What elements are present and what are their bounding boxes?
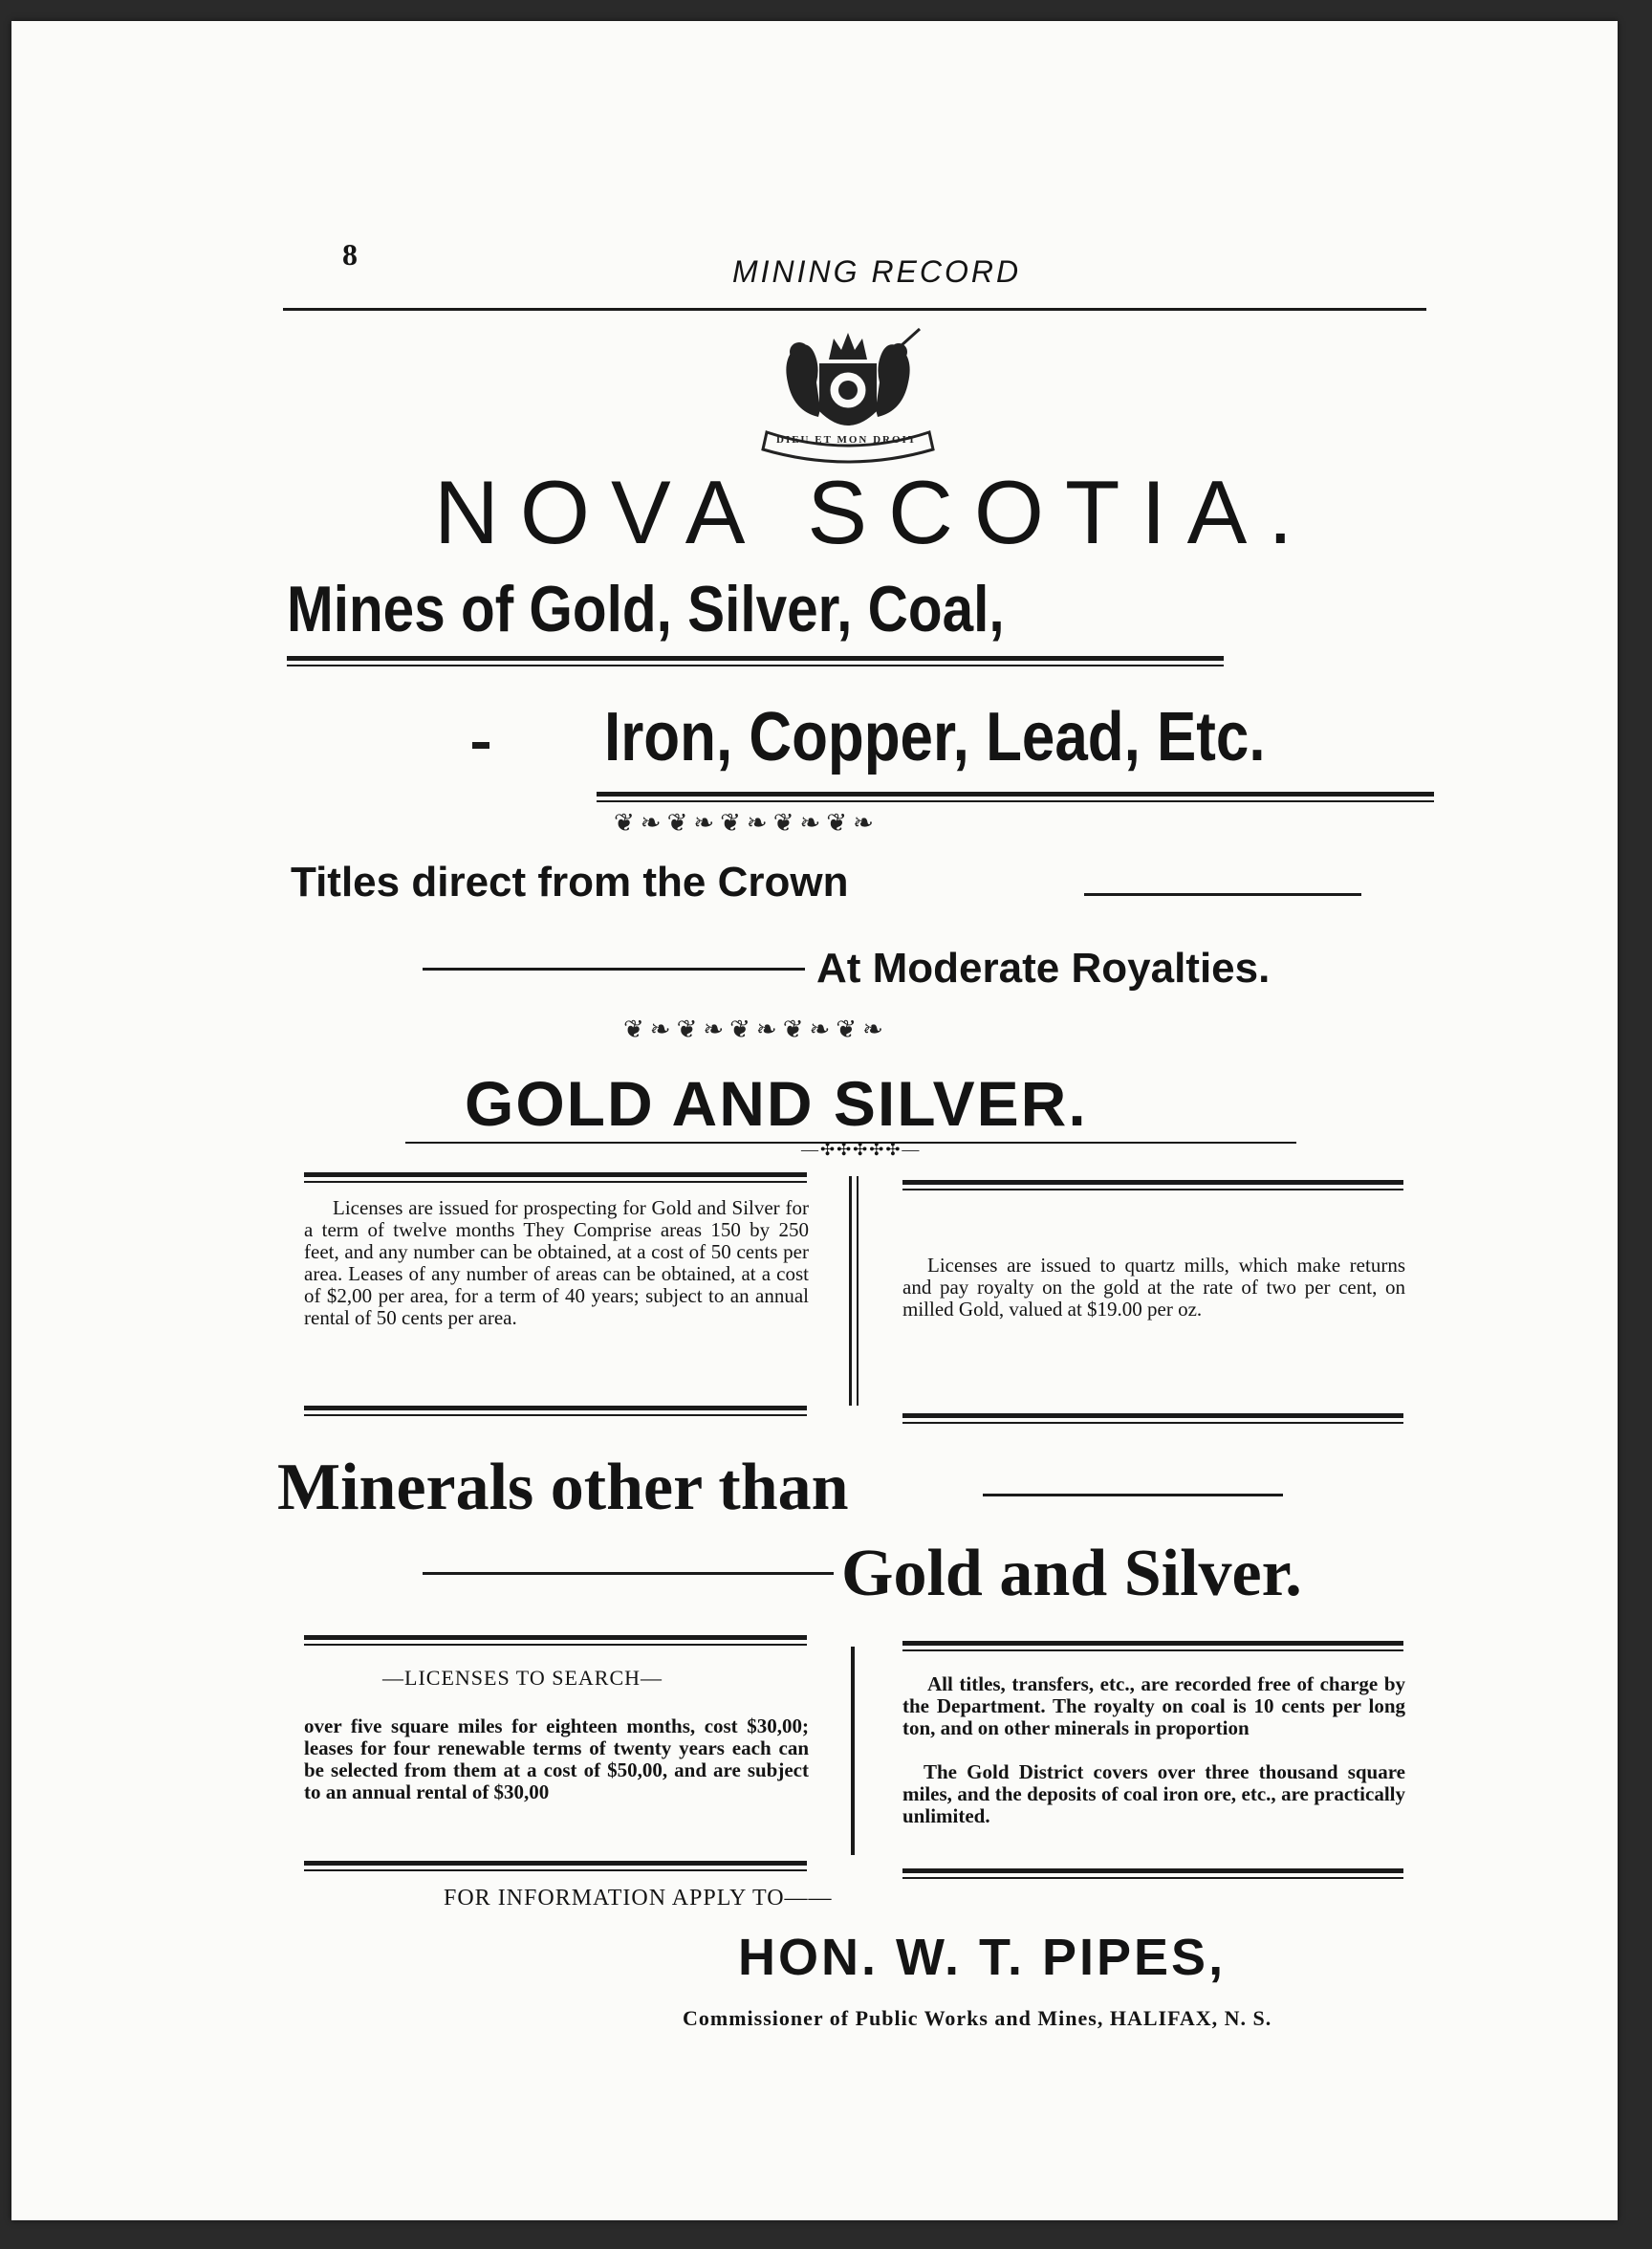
dash-mark <box>472 742 489 749</box>
crest-motto: DIEU ET MON DROIT <box>776 434 918 446</box>
titles-line-1: Titles direct from the Crown <box>291 859 849 906</box>
minerals-heading-1: Minerals other than <box>277 1451 849 1524</box>
titles-line-1-rule <box>1084 893 1361 896</box>
document-page <box>11 21 1618 2220</box>
small-ornament-icon: —✣✣✣✣✣— <box>801 1140 922 1159</box>
minerals-right-paragraph-1: All titles, transfers, etc., are recorded free of charge by the Department. The royalty on coal is 10 cents per long ton, and on other minerals in proportion <box>902 1672 1405 1739</box>
running-title: MINING RECORD <box>732 254 1022 289</box>
page-number: 8 <box>342 237 358 272</box>
minerals-heading-1-rule <box>983 1494 1283 1496</box>
gold-right-bottom-rule <box>902 1413 1403 1424</box>
footer-apply: FOR INFORMATION APPLY TO—— <box>444 1886 833 1911</box>
footer-name: HON. W. T. PIPES, <box>738 1929 1227 1986</box>
headline-subtitle-2: Iron, Copper, Lead, Etc. <box>604 699 1266 775</box>
minerals-heading-2: Gold and Silver. <box>841 1537 1302 1610</box>
footer-office: Commissioner of Public Works and Mines, HALIFAX, N. S. <box>683 2006 1272 2030</box>
ornament-divider-icon-2: ❦❧❦❧❦❧❦❧❦❧ <box>623 1015 889 1043</box>
gold-right-paragraph: Licenses are issued to quartz mills, which make returns and pay royalty on the gold at the rate of two per cent, on milled Gold, valued at $19.00 per oz. <box>902 1254 1405 1321</box>
subtitle-2-underline <box>597 792 1434 802</box>
minerals-right-paragraph-2: The Gold District covers over three thousand square miles, and the deposits of coal iron ore, etc., are practically unlimited. <box>902 1760 1405 1827</box>
gold-left-top-rule <box>304 1172 807 1183</box>
gold-column-divider <box>849 1176 852 1406</box>
minerals-right-bottom-rule <box>902 1868 1403 1879</box>
ornament-divider-icon: ❦❧❦❧❦❧❦❧❦❧ <box>614 809 880 837</box>
minerals-left-heading: —LICENSES TO SEARCH— <box>382 1666 663 1690</box>
headline-title: NOVA SCOTIA. <box>434 462 1315 562</box>
gold-left-bottom-rule <box>304 1406 807 1416</box>
subtitle-1-underline <box>287 656 1224 666</box>
minerals-left-top-rule <box>304 1635 807 1646</box>
minerals-left-paragraph: over five square miles for eighteen months, cost $30,00; leases for four renewable terms of twenty years each can be selected from them at a cost of $50,00, and are subject to an annual rental of $30,00 <box>304 1714 809 1803</box>
gold-left-paragraph: Licenses are issued for prospecting for Gold and Silver for a term of twelve months They Comprise areas 150 by 250 feet, and any number can be obtained, at a cost of 50 cents per area. Leases of any number of areas can be obtained, at a cost of $2,00 per area, for a term of 40 years; subject to an annual rental of 50 cents per area. <box>304 1196 809 1329</box>
titles-line-2: At Moderate Royalties. <box>816 945 1271 992</box>
minerals-left-bottom-rule <box>304 1861 807 1871</box>
gold-silver-heading: GOLD AND SILVER. <box>465 1068 1088 1139</box>
gold-column-divider-2 <box>857 1176 859 1406</box>
titles-line-2-rule <box>423 968 805 971</box>
minerals-column-divider <box>851 1647 855 1855</box>
minerals-right-top-rule <box>902 1641 1403 1651</box>
minerals-heading-2-rule <box>423 1572 834 1575</box>
gold-right-top-rule <box>902 1180 1403 1190</box>
headline-subtitle-1: Mines of Gold, Silver, Coal, <box>287 573 1005 645</box>
header-rule <box>283 308 1426 311</box>
